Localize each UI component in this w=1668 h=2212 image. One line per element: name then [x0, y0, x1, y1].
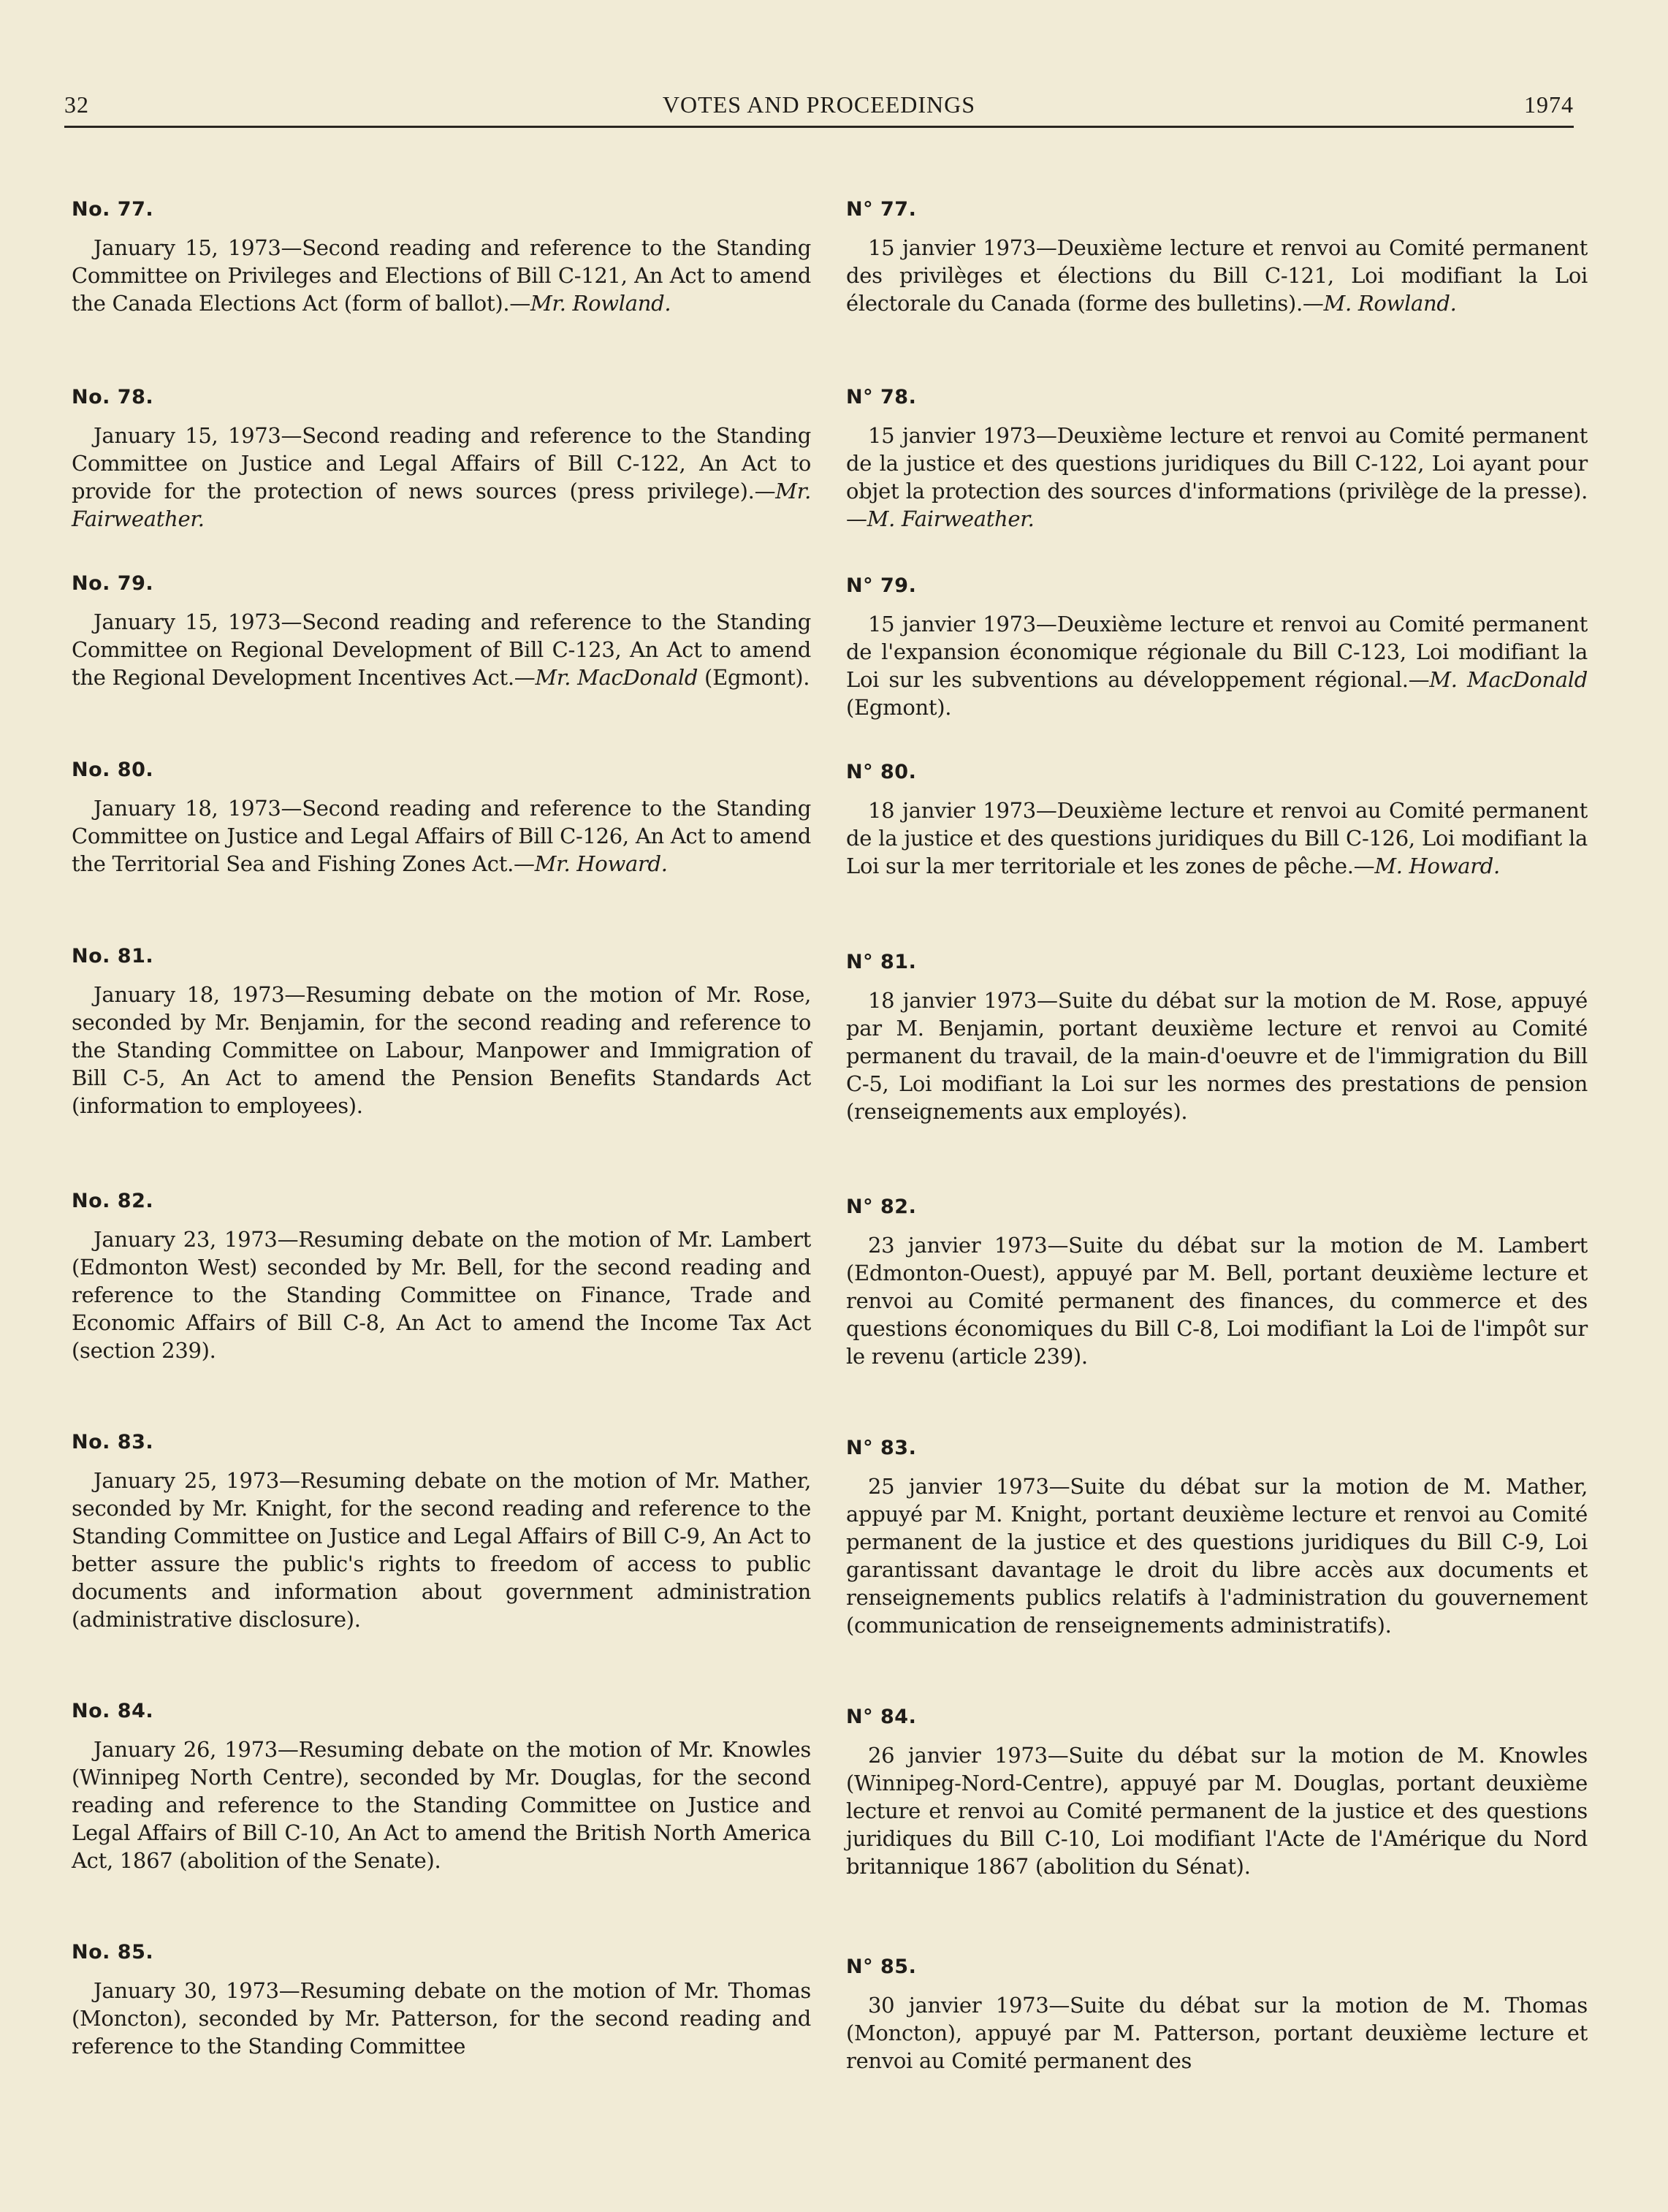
motion-entry: [72, 197, 811, 317]
motion-mover: Mr. Rowland.: [530, 291, 671, 316]
motion-entry: [846, 760, 1588, 880]
motion-text: [846, 1741, 1588, 1880]
motion-text: [72, 981, 811, 1120]
motion-entry: [72, 1430, 811, 1633]
motion-riding: (Egmont).: [846, 695, 952, 720]
motion-text: [846, 610, 1588, 721]
motion-entry: [72, 571, 811, 691]
motion-entry: [846, 950, 1588, 1125]
motion-body: 23 janvier 1973—Suite du débat sur la motion de M. Lambert (Edmonton-Ouest), appuyé par M. Bell, portant deuxième lecture et renvoi au Comité permanent des finances, du commerce et des questions économiques du Bill C-8, Loi modifiant la Loi de l'impôt sur le revenu (article 239).: [846, 1233, 1588, 1369]
motion-text: [846, 1991, 1588, 2075]
motion-body: January 23, 1973—Resuming debate on the motion of Mr. Lambert (Edmonton West) seconded by Mr. Bell, for the second reading and reference to the Standing Committee on Finance, Trade and Economic Affairs of Bill C-8, An Act to amend the Income Tax Act (section 239).: [72, 1227, 811, 1363]
motion-entry: [846, 1705, 1588, 1880]
motion-body: 15 janvier 1973—Deuxième lecture et renvoi au Comité permanent des privilèges et élections du Bill C-121, Loi modifiant la Loi électorale du Canada (forme des bulletins).—: [846, 235, 1588, 316]
motion-text: [72, 234, 811, 317]
motion-number: N° 81.: [846, 951, 917, 973]
motion-mover: Mr. Fairweather.: [72, 479, 811, 531]
motion-text: [846, 234, 1588, 317]
motion-number: No. 82.: [72, 1190, 154, 1212]
motion-body: 18 janvier 1973—Deuxième lecture et renvoi au Comité permanent de la justice et des questions juridiques du Bill C-126, Loi modifiant la Loi sur la mer territoriale et les zones de pêche.—: [846, 798, 1588, 878]
motion-body: 15 janvier 1973—Deuxième lecture et renvoi au Comité permanent de l'expansion économique régionale du Bill C-123, Loi modifiant la Loi sur les subventions au développement régional.—: [846, 612, 1588, 692]
motion-number: No. 79.: [72, 572, 154, 595]
motion-number: No. 80.: [72, 759, 154, 781]
motion-number: N° 78.: [846, 386, 917, 408]
motion-entry: [846, 385, 1588, 533]
motion-mover: M. Fairweather.: [867, 506, 1035, 531]
motion-body: January 15, 1973—Second reading and reference to the Standing Committee on Privileges and Elections of Bill C-121, An Act to amend the Canada Elections Act (form of ballot).—: [72, 235, 811, 316]
motion-number: N° 83.: [846, 1437, 917, 1459]
motion-number: N° 82.: [846, 1196, 917, 1218]
motion-body: 30 janvier 1973—Suite du débat sur la motion de M. Thomas (Moncton), appuyé par M. Patterson, portant deuxième lecture et renvoi au Comité permanent des: [846, 1993, 1588, 2073]
motion-entry: [846, 1436, 1588, 1639]
page-number: 32: [64, 91, 89, 118]
motion-body: January 18, 1973—Second reading and reference to the Standing Committee on Justice and Legal Affairs of Bill C-126, An Act to amend the Territorial Sea and Fishing Zones Act.—: [72, 796, 811, 876]
motion-entry: [72, 758, 811, 878]
motion-entry: [72, 944, 811, 1120]
motion-number: N° 85.: [846, 1956, 917, 1978]
journal-title: VOTES AND PROCEEDINGS: [662, 91, 976, 118]
motion-number: No. 81.: [72, 945, 154, 968]
motion-number: No. 84.: [72, 1700, 154, 1722]
motion-body: 18 janvier 1973—Suite du débat sur la motion de M. Rose, appuyé par M. Benjamin, portant deuxième lecture et renvoi au Comité permanent du travail, de la main-d'oeuvre et de l'immigration du Bill C-5, Loi modifiant la Loi sur les normes des prestations de pension (renseignements aux employés).: [846, 988, 1588, 1124]
page-header: [64, 91, 1574, 125]
motion-entry: [72, 1940, 811, 2060]
motion-number: No. 78.: [72, 386, 154, 408]
motion-body: January 18, 1973—Resuming debate on the motion of Mr. Rose, seconded by Mr. Benjamin, for the second reading and reference to the Standing Committee on Labour, Manpower and Immigration of Bill C-5, An Act to amend the Pension Benefits Standards Act (information to employees).: [72, 982, 811, 1118]
motion-entry: [846, 1955, 1588, 2075]
motion-text: [846, 987, 1588, 1125]
motion-body: January 25, 1973—Resuming debate on the motion of Mr. Mather, seconded by Mr. Knight, for the second reading and reference to the Standing Committee on Justice and Legal Affairs of Bill C-9, An Act to better assure the public's rights to freedom of access to public documents and information about government administration (administrative disclosure).: [72, 1468, 811, 1632]
motion-text: [72, 794, 811, 878]
motion-entry: [72, 1189, 811, 1364]
motion-mover: M. Howard.: [1374, 854, 1500, 878]
journal-year: 1974: [1524, 91, 1574, 118]
motion-number: N° 79.: [846, 574, 917, 597]
motion-body: January 26, 1973—Resuming debate on the motion of Mr. Knowles (Winnipeg North Centre), seconded by Mr. Douglas, for the second reading and reference to the Standing Committee on Justice and Legal Affairs of Bill C-10, An Act to amend the British North America Act, 1867 (abolition of the Senate).: [72, 1737, 811, 1873]
motion-entry: [846, 574, 1588, 721]
motion-riding: (Egmont).: [698, 665, 810, 690]
motion-text: [72, 1977, 811, 2060]
motion-number: No. 77.: [72, 198, 154, 221]
motion-text: [72, 1225, 811, 1364]
header-rule: [64, 126, 1574, 128]
motion-body: January 30, 1973—Resuming debate on the motion of Mr. Thomas (Moncton), seconded by Mr. Patterson, for the second reading and reference to the Standing Committee: [72, 1978, 811, 2059]
motion-mover: Mr. MacDonald: [535, 665, 698, 690]
motion-entry: [846, 1195, 1588, 1370]
motion-number: N° 80.: [846, 761, 917, 783]
motion-number: No. 85.: [72, 1941, 154, 1964]
motion-mover: M. MacDonald: [1429, 667, 1588, 692]
motion-number: N° 77.: [846, 198, 917, 221]
motion-text: [72, 422, 811, 533]
motion-text: [846, 422, 1588, 533]
motion-text: [846, 1231, 1588, 1370]
motion-body: January 15, 1973—Second reading and reference to the Standing Committee on Regional Development of Bill C-123, An Act to amend the Regional Development Incentives Act.—: [72, 609, 811, 690]
motion-body: 26 janvier 1973—Suite du débat sur la motion de M. Knowles (Winnipeg-Nord-Centre), appuyé par M. Douglas, portant deuxième lecture et renvoi au Comité permanent de la justice et des questions juridiques du Bill C-10, Loi modifiant l'Acte de l'Amérique du Nord britannique 1867 (abolition du Sénat).: [846, 1743, 1588, 1879]
motion-entry: [72, 1699, 811, 1874]
motion-mover: M. Rowland.: [1323, 291, 1457, 316]
motion-number: No. 83.: [72, 1431, 154, 1453]
motion-text: [72, 1736, 811, 1874]
motion-number: N° 84.: [846, 1706, 917, 1728]
motion-body: 15 janvier 1973—Deuxième lecture et renvoi au Comité permanent de la justice et des questions juridiques du Bill C-122, Loi ayant pour objet la protection des sources d'informations (privilège de la presse).—: [846, 423, 1588, 531]
motion-mover: Mr. Howard.: [534, 851, 668, 876]
motion-text: [846, 1472, 1588, 1639]
motion-text: [72, 1467, 811, 1633]
motion-text: [846, 797, 1588, 880]
motion-text: [72, 608, 811, 691]
motion-body: 25 janvier 1973—Suite du débat sur la motion de M. Mather, appuyé par M. Knight, portant deuxième lecture et renvoi au Comité permanent de la justice et des questions juridiques du Bill C-9, Loi garantissant davantage le droit du libre accès aux documents et renseignements publics relatifs à l'administration du gouvernement (communication de renseignements administratifs).: [846, 1474, 1588, 1638]
motion-entry: [72, 385, 811, 533]
motion-body: January 15, 1973—Second reading and reference to the Standing Committee on Justice and Legal Affairs of Bill C-122, An Act to provide for the protection of news sources (press privilege).—: [72, 423, 811, 503]
motion-entry: [846, 197, 1588, 317]
